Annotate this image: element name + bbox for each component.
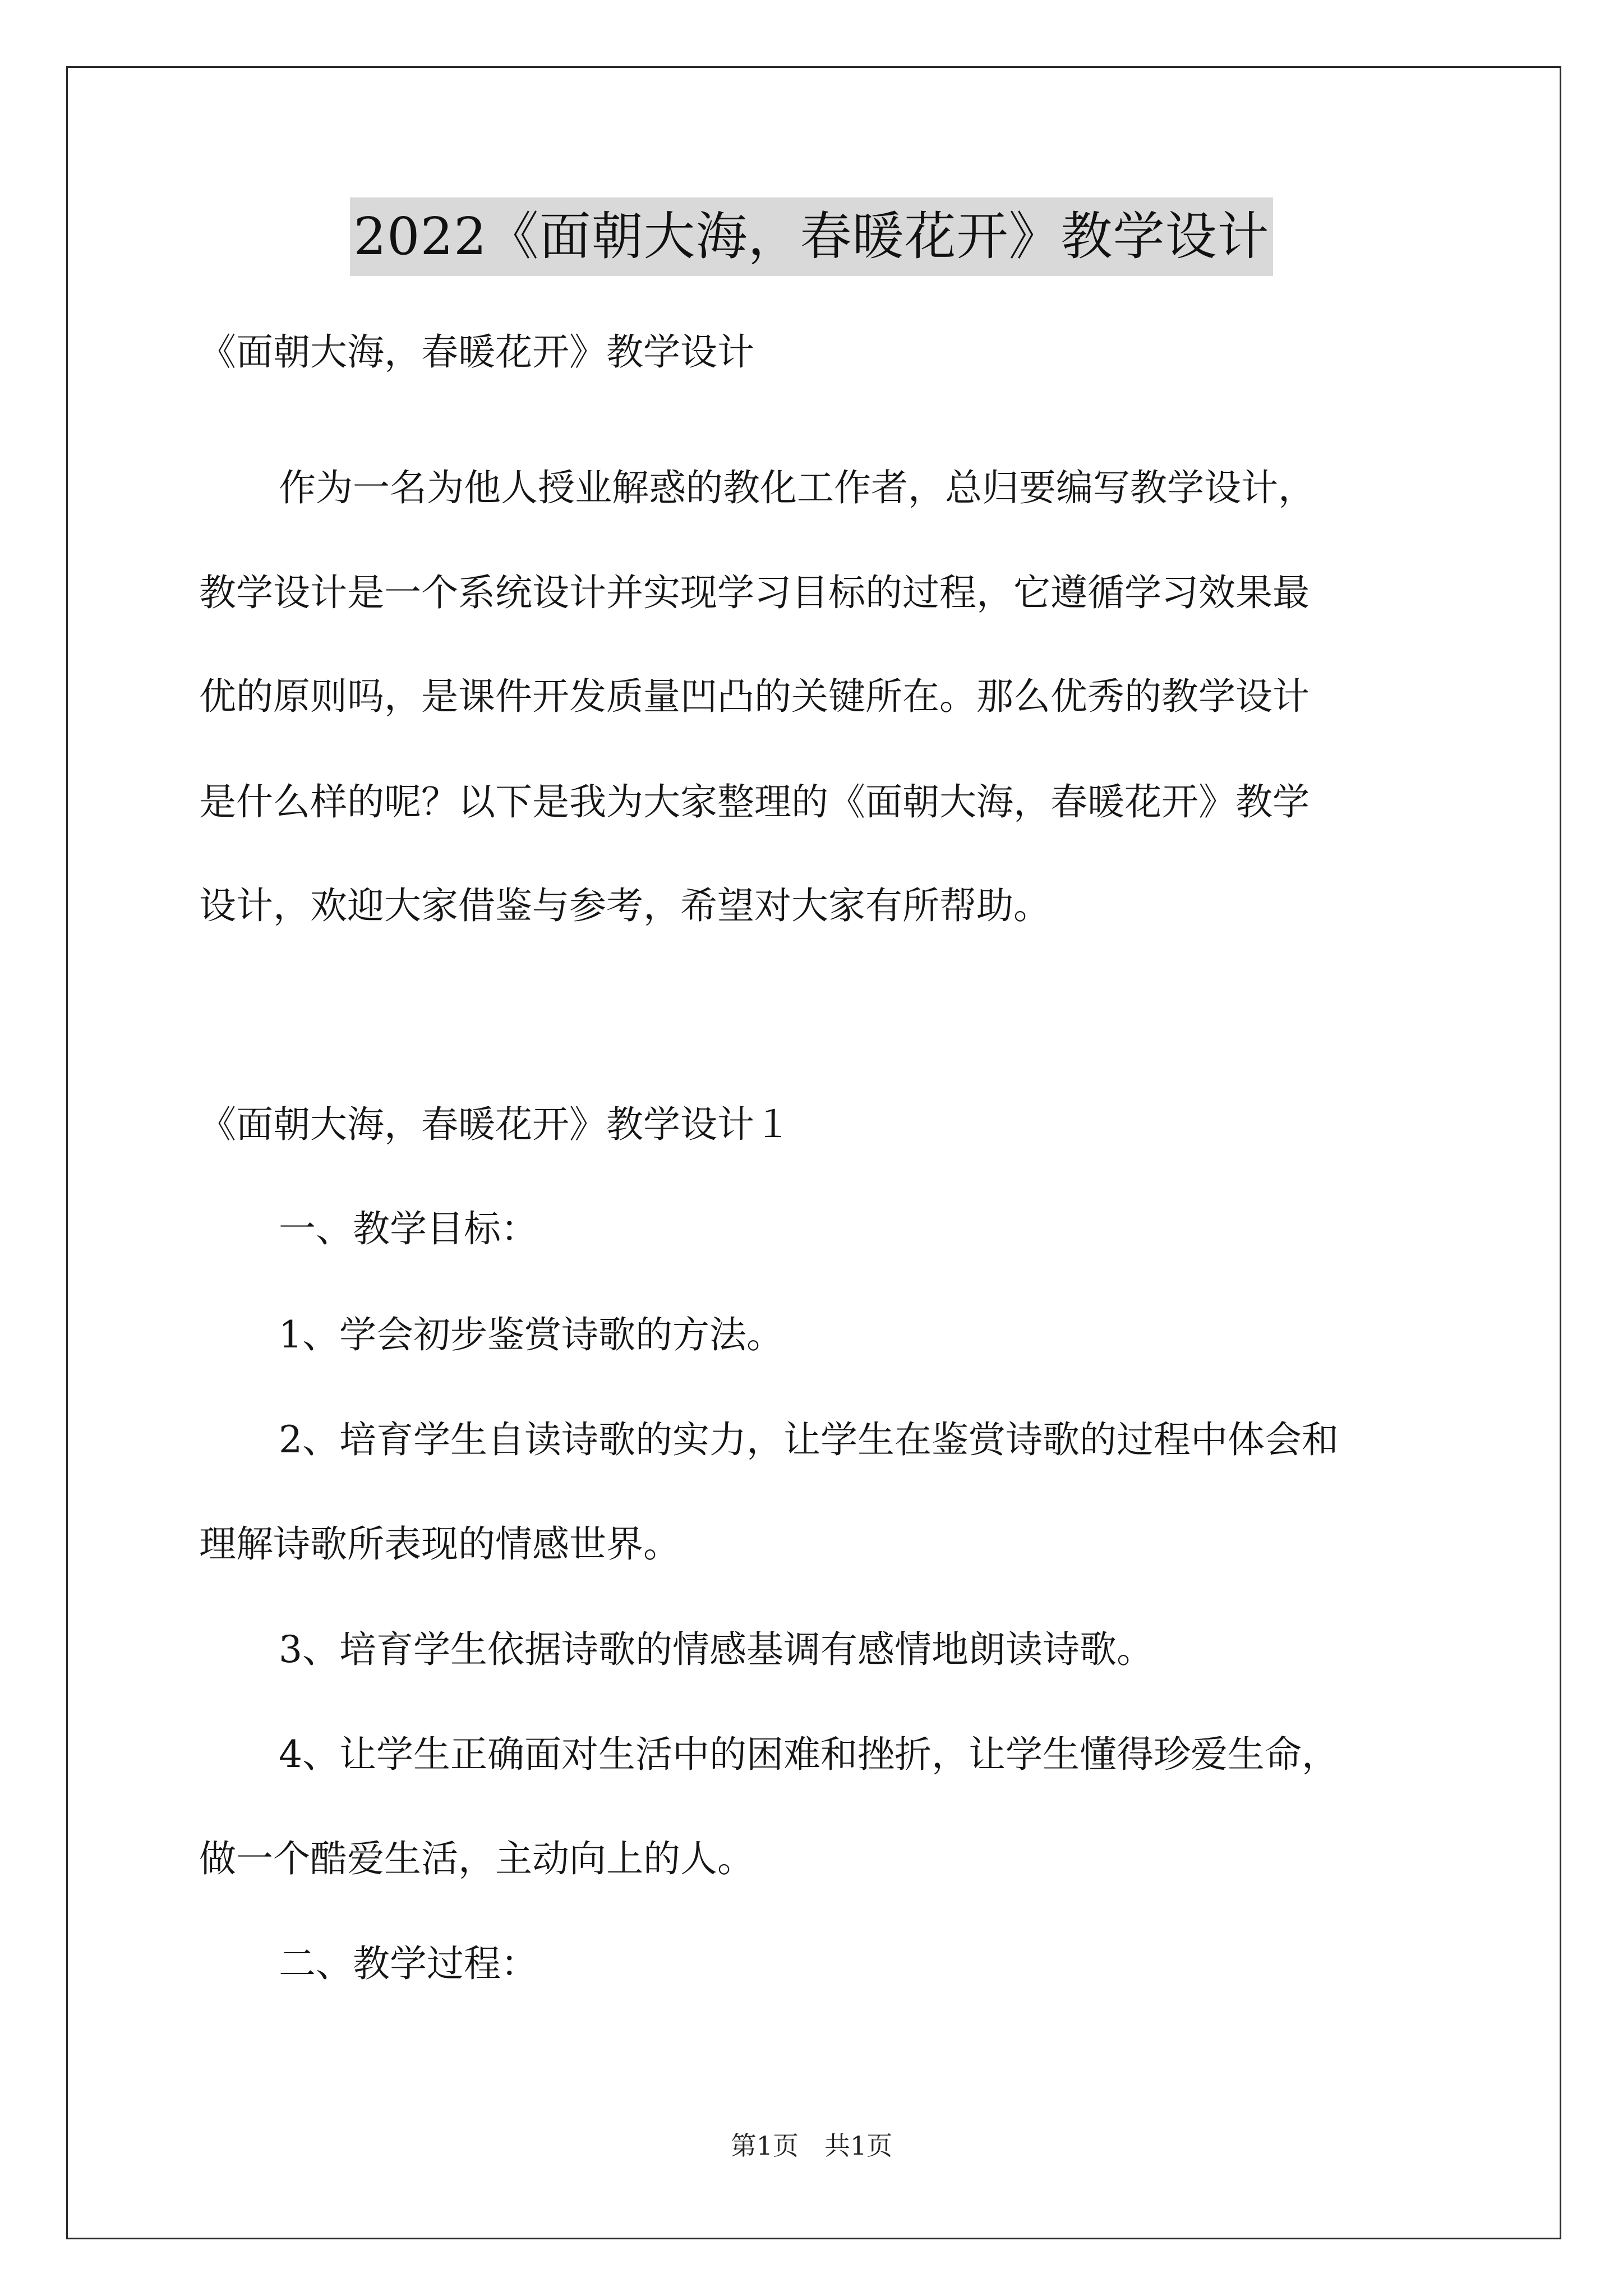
- paragraph-line: 理解诗歌所表现的情感世界。: [199, 1522, 680, 1566]
- page-footer: 第1页 共1页: [730, 2131, 893, 2161]
- document-subtitle: 《面朝大海，春暖花开》教学设计: [199, 330, 754, 374]
- paragraph-line: 做一个酷爱生活，主动向上的人。: [199, 1837, 754, 1880]
- section-heading: 《面朝大海，春暖花开》教学设计１: [199, 1103, 791, 1146]
- paragraph-line: 设计，欢迎大家借鉴与参考，希望对大家有所帮助。: [199, 884, 1050, 927]
- paragraph-line: 1、学会初步鉴赏诗歌的方法。: [279, 1313, 783, 1356]
- document-title: 2022《面朝大海，春暖花开》教学设计: [350, 197, 1272, 276]
- paragraph-line: 2、培育学生自读诗歌的实力，让学生在鉴赏诗歌的过程中体会和: [279, 1418, 1339, 1461]
- subsection-heading: 一、教学目标：: [279, 1207, 538, 1250]
- paragraph-line: 是什么样的呢？以下是我为大家整理的《面朝大海，春暖花开》教学: [199, 780, 1310, 823]
- paragraph-line: 4、让学生正确面对生活中的困难和挫折，让学生懂得珍爱生命，: [279, 1733, 1339, 1776]
- title-container: [0, 197, 1623, 276]
- page-border: [66, 66, 1561, 2239]
- paragraph-line: 3、培育学生依据诗歌的情感基调有感情地朗读诗歌。: [279, 1628, 1154, 1671]
- paragraph-line: 优的原则吗，是课件开发质量凹凸的关键所在。那么优秀的教学设计: [199, 675, 1310, 718]
- paragraph-line: 教学设计是一个系统设计并实现学习目标的过程，它遵循学习效果最: [199, 571, 1310, 614]
- paragraph-line: 作为一名为他人授业解惑的教化工作者，总归要编写教学设计，: [279, 466, 1315, 509]
- subsection-heading: 二、教学过程：: [279, 1942, 538, 1985]
